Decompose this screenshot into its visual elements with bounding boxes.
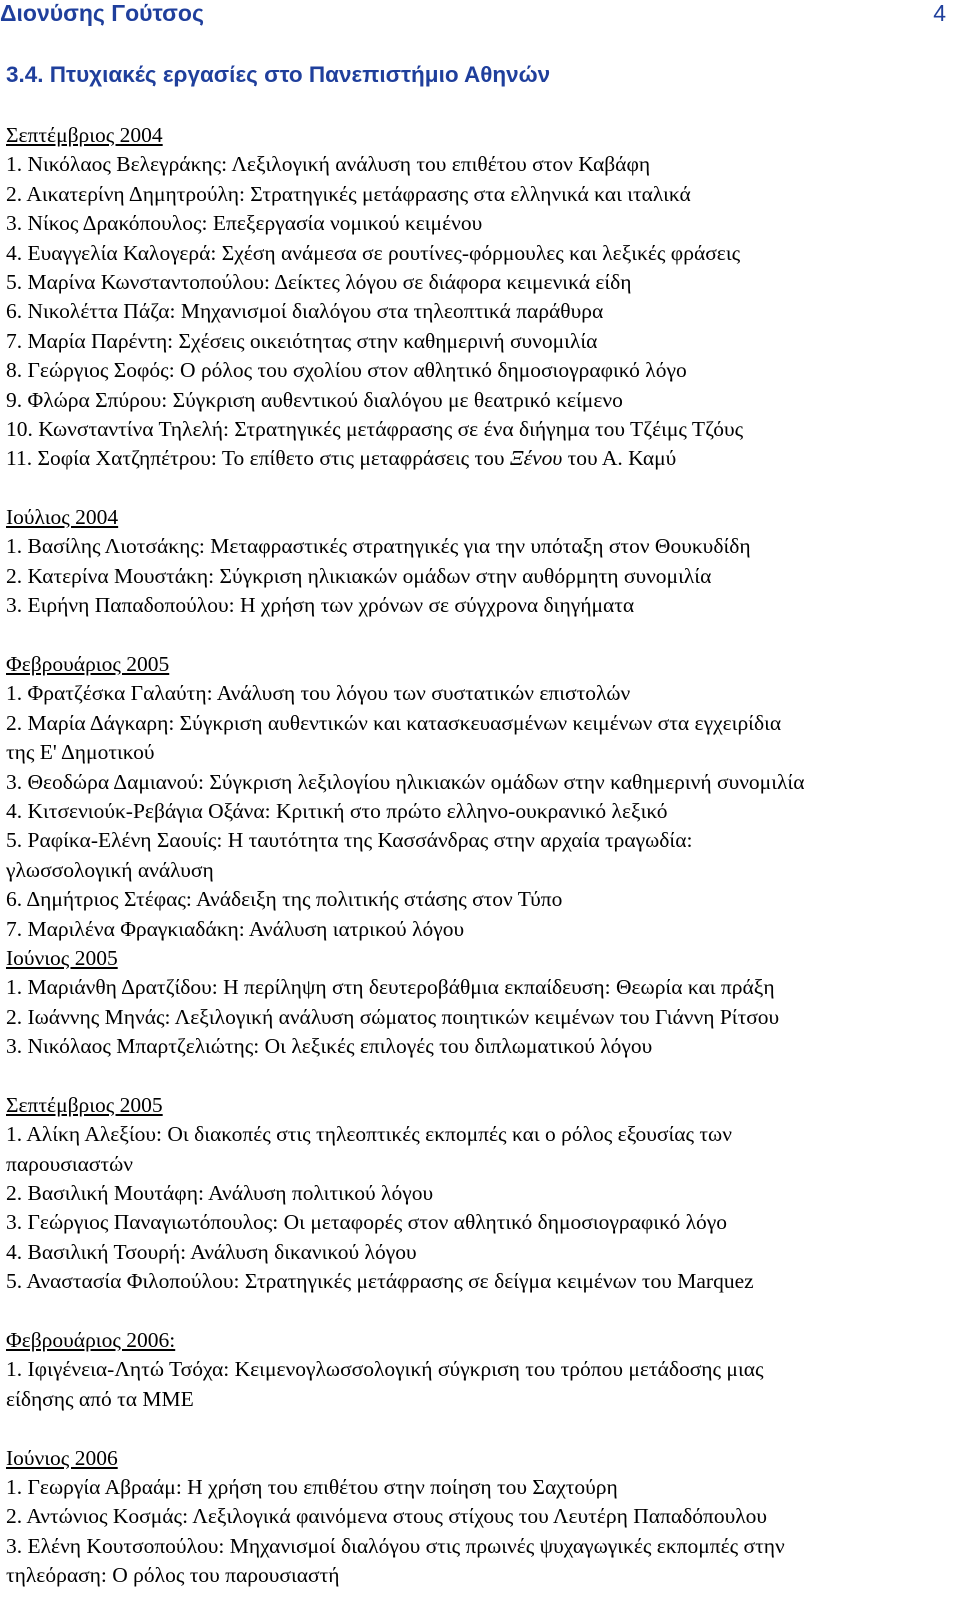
- thesis-item: [6, 768, 956, 797]
- thesis-item: [6, 826, 956, 855]
- group-date-heading: Ιούλιος 2004: [6, 505, 119, 530]
- thesis-text: 2. Κατερίνα Μουστάκη: Σύγκριση ηλικιακών ομάδων στην αυθόρμητη συνομιλία: [6, 563, 712, 588]
- thesis-item: [6, 709, 956, 738]
- thesis-item: [6, 797, 956, 826]
- thesis-text: 1. Φρατζέσκα Γαλαύτη: Ανάλυση του λόγου των συστατικών επιστολών: [6, 681, 631, 706]
- thesis-text: 7. Μαρία Παρέντη: Σχέσεις οικειότητας στην καθημερινή συνομιλία: [6, 328, 598, 353]
- thesis-text: 3. Νίκος Δρακόπουλος: Επεξεργασία νομικού κειμένου: [6, 211, 483, 236]
- thesis-text: 7. Μαριλένα Φραγκιαδάκη: Ανάλυση ιατρικού λόγου: [6, 916, 465, 941]
- thesis-text: 2. Αικατερίνη Δημητρούλη: Στρατηγικές μετάφρασης στα ελληνικά και ιταλικά: [6, 181, 691, 206]
- thesis-text: 1. Μαριάνθη Δρατζίδου: Η περίληψη στη δευτεροβάθμια εκπαίδευση: Θεωρία και πράξη: [6, 975, 775, 1000]
- thesis-item: [6, 1473, 956, 1502]
- thesis-text: 1. Αλίκη Αλεξίου: Οι διακοπές στις τηλεοπτικές εκπομπές και ο ρόλος εξουσίας των: [6, 1122, 732, 1147]
- thesis-text: 1. Γεωργία Αβραάμ: Η χρήση του επιθέτου στην ποίηση του Σαχτούρη: [6, 1474, 618, 1499]
- thesis-italic-title: Ξένου: [509, 446, 563, 471]
- thesis-item-continuation: είδησης από τα ΜΜΕ: [6, 1386, 194, 1411]
- thesis-group: [6, 1091, 956, 1297]
- thesis-item: [6, 386, 956, 415]
- thesis-text-after: του Α. Καμύ: [562, 446, 677, 471]
- thesis-text: 10. Κωνσταντίνα Τηλελή: Στρατηγικές μετάφρασης σε ένα διήγημα του Τζέιμς Τζόυς: [6, 416, 744, 441]
- thesis-text: 2. Μαρία Δάγκαρη: Σύγκριση αυθεντικών και κατασκευασμένων κειμένων στα εγχειρίδια: [6, 710, 782, 735]
- thesis-text: 3. Ειρήνη Παπαδοπούλου: Η χρήση των χρόνων σε σύγχρονα διηγήματα: [6, 593, 635, 618]
- thesis-item: [6, 239, 956, 268]
- thesis-item: [6, 1179, 956, 1208]
- thesis-item: [6, 1267, 956, 1296]
- thesis-item: [6, 1238, 956, 1267]
- thesis-text: 6. Νικολέττα Πάζα: Μηχανισμοί διαλόγου στα τηλεοπτικά παράθυρα: [6, 299, 604, 324]
- thesis-item: [6, 415, 956, 444]
- thesis-text: 5. Μαρίνα Κωνσταντοπούλου: Δείκτες λόγου σε διάφορα κειμενικά είδη: [6, 269, 632, 294]
- group-date-heading: Ιούνιος 2005: [6, 945, 118, 970]
- thesis-item: [6, 1120, 956, 1149]
- thesis-group: [6, 944, 956, 1062]
- thesis-item: [6, 297, 956, 326]
- thesis-item: [6, 268, 956, 297]
- thesis-text: 11. Σοφία Χατζηπέτρου: Το επίθετο στις μεταφράσεις του: [6, 446, 510, 471]
- thesis-item: [6, 444, 956, 473]
- thesis-text: 6. Δημήτριος Στέφας: Ανάδειξη της πολιτικής στάσης στον Τύπο: [6, 887, 563, 912]
- group-date-heading: Φεβρουάριος 2005: [6, 652, 170, 677]
- thesis-item: [6, 562, 956, 591]
- thesis-text: 2. Αντώνιος Κοσμάς: Λεξιλογικά φαινόμενα στους στίχους του Λευτέρη Παπαδόπουλου: [6, 1504, 768, 1529]
- thesis-group: [6, 650, 956, 944]
- thesis-item: [6, 679, 956, 708]
- thesis-item-continuation: παρουσιαστών: [6, 1151, 133, 1176]
- thesis-text: 1. Νικόλαος Βελεγράκης: Λεξιλογική ανάλυση του επιθέτου στον Καβάφη: [6, 152, 651, 177]
- thesis-text: 2. Βασιλική Μουτάφη: Ανάλυση πολιτικού λόγου: [6, 1181, 434, 1206]
- thesis-text: 2. Ιωάννης Μηνάς: Λεξιλογική ανάλυση σώματος ποιητικών κειμένων του Γιάννη Ρίτσου: [6, 1004, 780, 1029]
- thesis-text: 4. Κιτσενιούκ-Ρεβάγια Οξάνα: Κριτική στο πρώτο ελληνο-ουκρανικό λεξικό: [6, 798, 668, 823]
- thesis-item-continuation: γλωσσολογική ανάλυση: [6, 857, 214, 882]
- group-spacer: [6, 1297, 956, 1326]
- thesis-text: 4. Ευαγγελία Καλογερά: Σχέση ανάμεσα σε ρουτίνες-φόρμουλες και λεξικές φράσεις: [6, 240, 741, 265]
- group-spacer: [6, 474, 956, 503]
- thesis-item-continuation: της Ε' Δημοτικού: [6, 740, 155, 765]
- thesis-text: 1. Ιφιγένεια-Λητώ Τσόχα: Κειμενογλωσσολογική σύγκριση του τρόπου μετάδοσης μιας: [6, 1357, 764, 1382]
- thesis-group: [6, 121, 956, 474]
- group-spacer: [6, 621, 956, 650]
- thesis-item: [6, 1532, 956, 1561]
- group-date-heading: Ιούνιος 2006: [6, 1445, 118, 1470]
- section-title: 3.4. Πτυχιακές εργασίες στο Πανεπιστήμιο Αθηνών: [6, 62, 551, 87]
- group-date-heading: Φεβρουάριος 2006:: [6, 1328, 176, 1353]
- thesis-text: 9. Φλώρα Σπύρου: Σύγκριση αυθεντικού διαλόγου με θεατρικό κείμενο: [6, 387, 623, 412]
- thesis-text: 3. Γεώργιος Παναγιωτόπουλος: Οι μεταφορές στον αθλητικό δημοσιογραφικό λόγο: [6, 1210, 728, 1235]
- thesis-item: [6, 973, 956, 1002]
- author-name: Διονύσης Γούτσος: [0, 0, 204, 26]
- theses-list: [6, 121, 956, 1591]
- thesis-item: [6, 180, 956, 209]
- group-spacer: [6, 1414, 956, 1443]
- thesis-item: [6, 885, 956, 914]
- thesis-text: 4. Βασιλική Τσουρή: Ανάλυση δικανικού λόγου: [6, 1239, 417, 1264]
- thesis-item: [6, 1003, 956, 1032]
- thesis-text: 3. Ελένη Κουτσοπούλου: Μηχανισμοί διαλόγου στις πρωινές ψυχαγωγικές εκπομπές στην: [6, 1533, 785, 1558]
- thesis-item: [6, 1208, 956, 1237]
- thesis-item: [6, 1502, 956, 1531]
- group-date-heading: Σεπτέμβριος 2004: [6, 123, 163, 147]
- thesis-item: [6, 915, 956, 944]
- thesis-item: [6, 209, 956, 238]
- thesis-item: [6, 327, 956, 356]
- thesis-text: 8. Γεώργιος Σοφός: Ο ρόλος του σχολίου στον αθλητικό δημοσιογραφικό λόγο: [6, 358, 687, 383]
- thesis-group: [6, 1326, 956, 1414]
- page-header: [0, 0, 946, 28]
- thesis-item: [6, 356, 956, 385]
- thesis-item: [6, 532, 956, 561]
- group-spacer: [6, 1062, 956, 1091]
- page-number: 4: [933, 0, 946, 26]
- thesis-item: [6, 591, 956, 620]
- thesis-text: 1. Βασίλης Λιοτσάκης: Μεταφραστικές στρατηγικές για την υπόταξη στον Θουκυδίδη: [6, 534, 751, 559]
- thesis-text: 5. Ραφίκα-Ελένη Σαουίς: Η ταυτότητα της Κασσάνδρας στην αρχαία τραγωδία:: [6, 828, 693, 853]
- thesis-item: [6, 1355, 956, 1384]
- thesis-item: [6, 1032, 956, 1061]
- thesis-text: 3. Νικόλαος Μπαρτζελιώτης: Οι λεξικές επιλογές του διπλωματικού λόγου: [6, 1034, 653, 1059]
- thesis-item-continuation: τηλεόραση: Ο ρόλος του παρουσιαστή: [6, 1563, 340, 1588]
- group-date-heading: Σεπτέμβριος 2005: [6, 1092, 163, 1117]
- thesis-text: 5. Αναστασία Φιλοπούλου: Στρατηγικές μετάφρασης σε δείγμα κειμένων του Marquez: [6, 1269, 754, 1294]
- thesis-group: [6, 503, 956, 621]
- thesis-text: 3. Θεοδώρα Δαμιανού: Σύγκριση λεξιλογίου ηλικιακών ομάδων στην καθημερινή συνομιλία: [6, 769, 805, 794]
- thesis-group: [6, 1444, 956, 1591]
- thesis-item: [6, 150, 956, 179]
